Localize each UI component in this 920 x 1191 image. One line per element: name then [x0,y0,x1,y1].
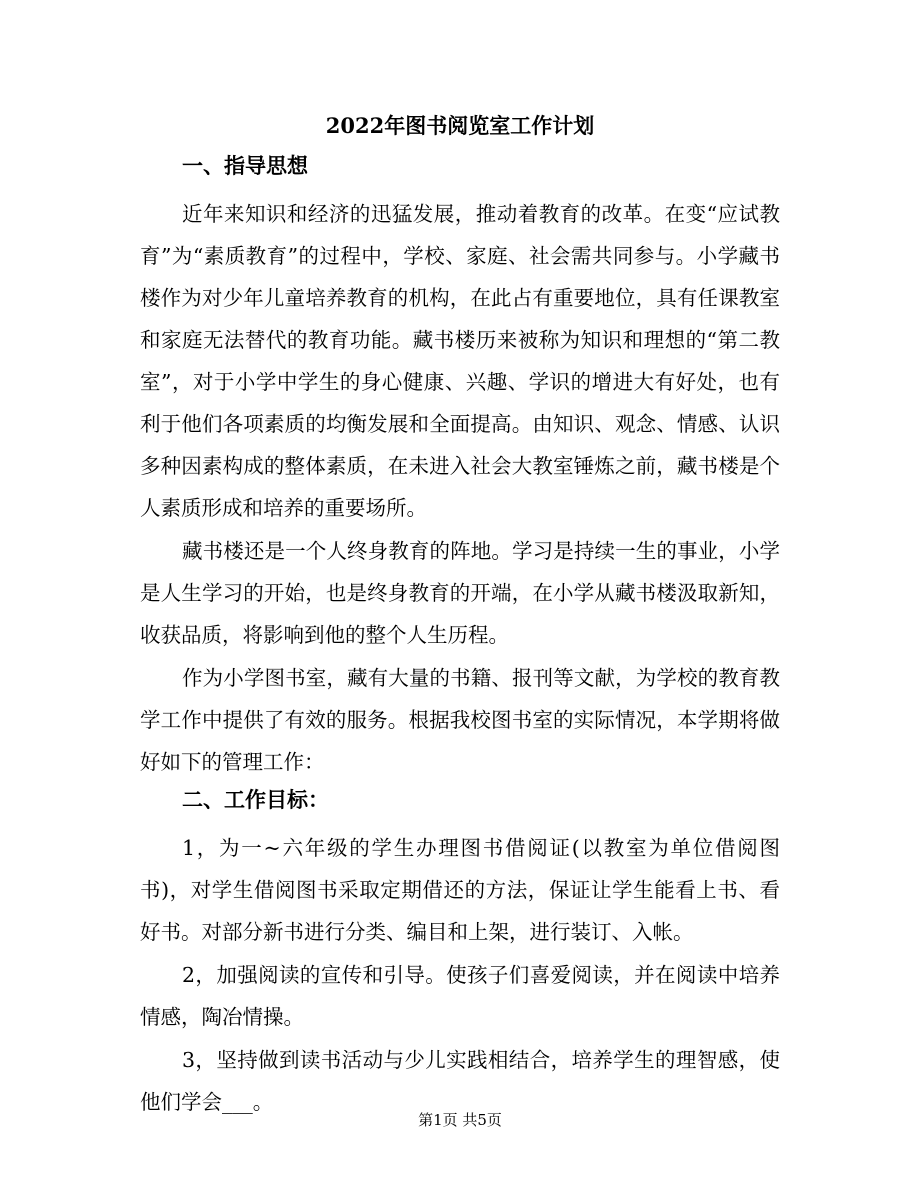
section-guiding-ideology [140,150,780,783]
section-heading: 二、工作目标： [182,787,329,812]
paragraph: 作为小学图书室，藏有大量的书籍、报刊等文献，为学校的教育教学工作中提供了有效的服务。根据我校图书室的实际情况，本学期将做好如下的管理工作： [140,666,780,774]
paragraph: 近年来知识和经济的迅猛发展，推动着教育的改革。在变“应试教育”为“素质教育”的过程中，学校、家庭、社会需共同参与。小学藏书楼作为对少年儿童培养教育的机构，在此占有重要地位，具有任课教室和家庭无法替代的教育功能。藏书楼历来被称为知识和理想的“第二教室”，对于小学中学生的身心健康、兴趣、学识的增进大有好处，也有利于他们各项素质的均衡发展和全面提高。由知识、观念、情感、认识多种因素构成的整体素质，在未进入社会大教室锤炼之前，藏书楼是个人素质形成和培养的重要场所。 [140,202,780,520]
paragraph: 藏书楼还是一个人终身教育的阵地。学习是持续一生的事业，小学是人生学习的开始，也是终身教育的开端，在小学从藏书楼汲取新知，收获品质，将影响到他的整个人生历程。 [140,539,780,647]
paragraph: 1，为一~六年级的学生办理图书借阅证(以教室为单位借阅图书)，对学生借阅图书采取定期借还的方法，保证让学生能看上书、看好书。对部分新书进行分类、编目和上架，进行装订、入帐。 [140,836,780,944]
paragraph: 2，加强阅读的宣传和引导。使孩子们喜爱阅读，并在阅读中培养情感，陶冶情操。 [140,963,780,1029]
section-heading: 一、指导思想 [182,153,308,178]
document-body [140,150,780,1124]
paragraph: 3，坚持做到读书活动与少儿实践相结合，培养学生的理智感，使他们学会___。 [140,1048,780,1114]
section-work-goals [140,784,780,1123]
document-title: 2022年图书阅览室工作计划 [325,113,595,138]
page-number-footer: 第1页 共5页 [418,1111,502,1129]
